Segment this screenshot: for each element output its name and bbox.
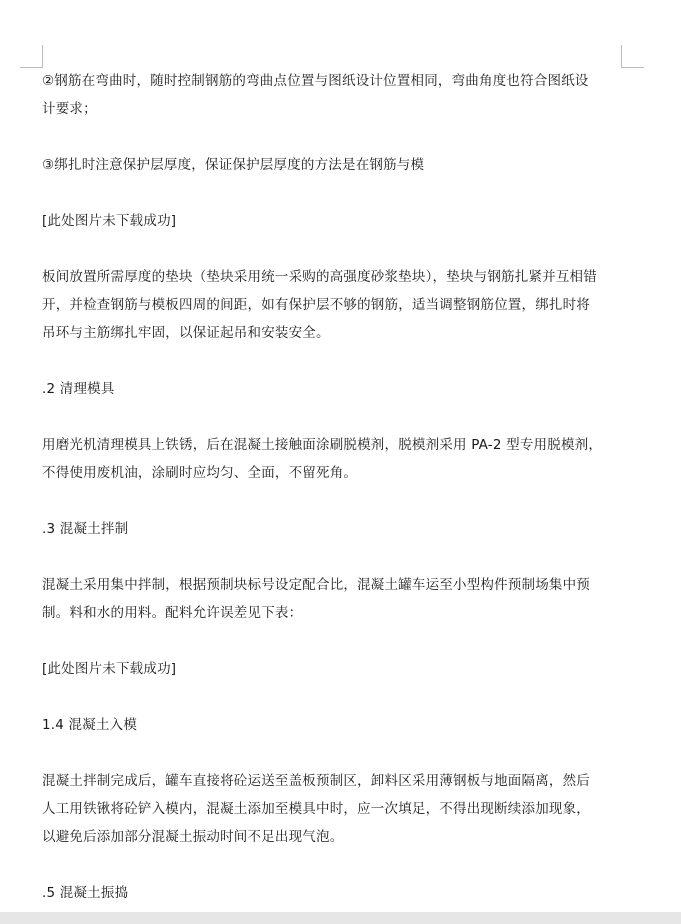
paragraph-line: 开，并检查钢筋与模板四周的间距，如有保护层不够的钢筋，适当调整钢筋位置，绑扎时将 [42, 297, 590, 313]
paragraph-line: 计要求； [42, 101, 97, 117]
top-left-margin-marker [20, 45, 43, 68]
section-heading: 1.4 混凝土入模 [42, 717, 138, 733]
page-gap [0, 912, 681, 924]
top-right-margin-marker [621, 45, 644, 68]
paragraph-line: ③绑扎时注意保护层厚度，保证保护层厚度的方法是在钢筋与模 [42, 157, 425, 173]
missing-image-placeholder: [此处图片未下载成功] [42, 213, 177, 229]
paragraph-line: ②钢筋在弯曲时，随时控制钢筋的弯曲点位置与图纸设计位置相同，弯曲角度也符合图纸设 [42, 73, 589, 89]
paragraph-line: 以避免后添加部分混凝土振动时间不足出现气泡。 [42, 829, 344, 845]
paragraph-line: 混凝土采用集中拌制，根据预制块标号设定配合比，混凝土罐车运至小型构件预制场集中预 [42, 577, 590, 593]
section-heading: .5 混凝土振捣 [42, 885, 129, 901]
paragraph-line: 不得使用废机油，涂刷时应均匀、全面，不留死角。 [42, 465, 358, 481]
paragraph-line: 混凝土拌制完成后，罐车直接将砼运送至盖板预制区，卸料区采用薄钢板与地面隔离，然后 [42, 773, 590, 789]
section-heading: .2 清理模具 [42, 381, 115, 397]
paragraph-line: 人工用铁锹将砼铲入模内，混凝土添加至模具中时，应一次填足，不得出现断续添加现象， [42, 801, 590, 817]
paragraph-line: 制。料和水的用料。配料允许误差见下表： [42, 605, 303, 621]
paragraph-line: 板间放置所需厚度的垫块（垫块采用统一采购的高强度砂浆垫块），垫块与钢筋扎紧并互相错 [42, 269, 597, 285]
paragraph-line: 吊环与主筋绑扎牢固，以保证起吊和安装安全。 [42, 325, 330, 341]
paragraph-line: 用磨光机清理模具上铁锈，后在混凝土接触面涂刷脱模剂，脱模剂采用 PA-2 型专用脱模剂， [42, 437, 603, 453]
section-heading: .3 混凝土拌制 [42, 521, 129, 537]
missing-image-placeholder: [此处图片未下载成功] [42, 661, 177, 677]
